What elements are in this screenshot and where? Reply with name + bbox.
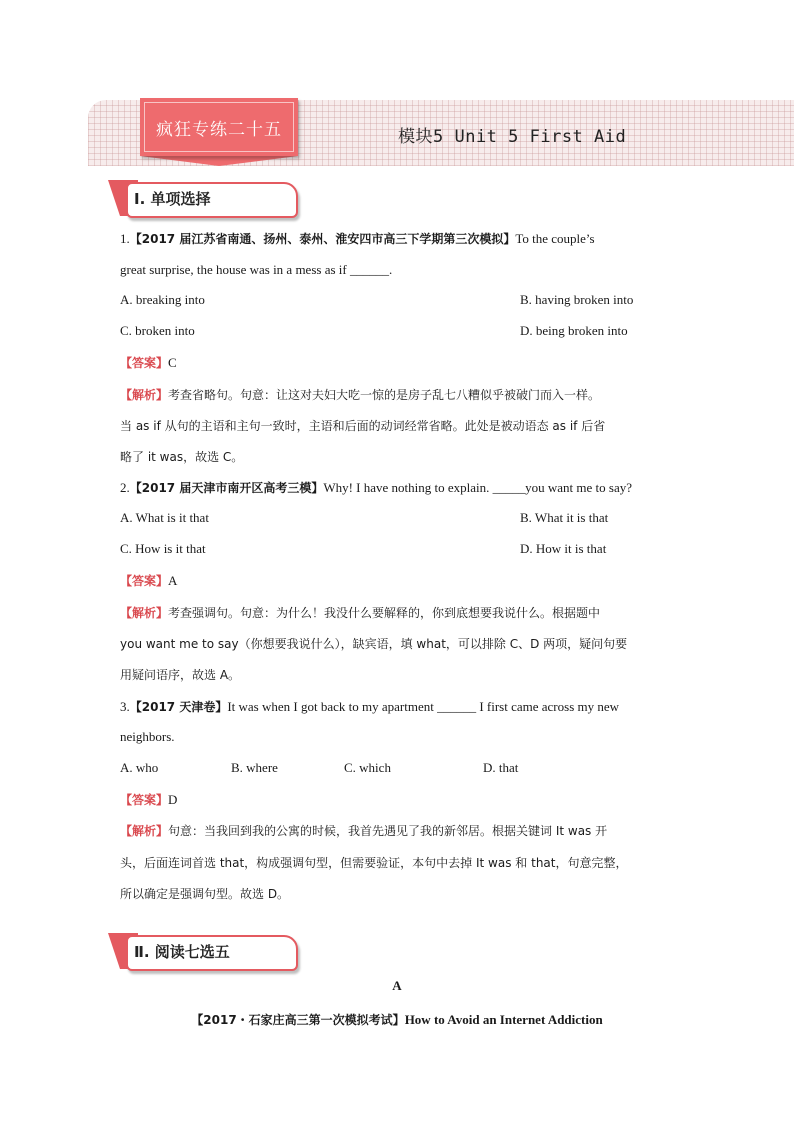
question-1-stem-cont: great surprise, the house was in a mess as if ______.: [120, 262, 393, 277]
question-3-option-a: A. who: [120, 760, 159, 775]
passage-heading: 【2017・石家庄高三第一次模拟考试】How to Avoid an Internet Addiction: [191, 1012, 603, 1027]
header-badge: [140, 98, 298, 156]
question-3-stem-cont: neighbors.: [120, 729, 175, 744]
question-1-analysis-3: 略了 it was，故选 C。: [120, 450, 244, 464]
question-1-stem: 1.【2017 届江苏省南通、扬州、泰州、淮安四市高三下学期第三次模拟】To the couple’s: [120, 231, 595, 246]
section-header-2: [108, 933, 298, 973]
question-3-analysis-2: 头，后面连词首选 that，构成强调句型，但需要验证，本句中去掉 It was 和 that，句意完整，: [120, 856, 628, 870]
question-3-analysis-3: 所以确定是强调句型。故选 D。: [120, 887, 290, 901]
question-1-option-b: B. having broken into: [520, 292, 634, 307]
question-2-option-a: A. What is it that: [120, 510, 209, 525]
question-2-analysis-3: 用疑问语序，故选 A。: [120, 668, 241, 682]
section-label: Ⅱ. 阅读七选五: [134, 943, 230, 961]
section-header-1: [108, 180, 298, 220]
question-1-option-d: D. being broken into: [520, 323, 628, 338]
question-2-option-d: D. How it is that: [520, 541, 607, 556]
header-badge-text: 疯狂专练二十五: [156, 119, 282, 140]
question-2-analysis-2: you want me to say（你想要我说什么），缺宾语，填 what，可以排除 C、D 两项，疑问句要: [120, 637, 628, 651]
question-1-option-a: A. breaking into: [120, 292, 205, 307]
question-3-answer: 【答案】D: [120, 792, 178, 807]
question-3-option-b: B. where: [231, 760, 278, 775]
question-1-analysis-1: 【解析】考查省略句。句意：让这对夫妇大吃一惊的是房子乱七八糟似乎被破门而入一样。: [120, 388, 601, 402]
question-1-analysis-2: 当 as if 从句的主语和主句一致时，主语和后面的动词经常省略。此处是被动语态 as if 后省: [120, 419, 606, 433]
question-2-option-c: C. How is it that: [120, 541, 206, 556]
question-3-option-d: D. that: [483, 760, 519, 775]
header-badge-ribbon: [140, 156, 298, 166]
question-2-option-b: B. What it is that: [520, 510, 609, 525]
question-1-answer: 【答案】C: [120, 355, 177, 370]
question-2-stem: 2.【2017 届天津市南开区高考三模】Why! I have nothing to explain. _____you want me to say?: [120, 480, 633, 495]
question-2-analysis-1: 【解析】考查强调句。句意：为什么！我没什么要解释的，你到底想要我说什么。根据题中: [120, 606, 601, 620]
question-3-analysis-1: 【解析】句意：当我回到我的公寓的时候，我首先遇见了我的新邻居。根据关键词 It was 开: [120, 824, 608, 838]
question-2-answer: 【答案】A: [120, 573, 178, 588]
question-1-option-c: C. broken into: [120, 323, 195, 338]
page-title: 模块5 Unit 5 First Aid: [398, 127, 627, 147]
question-3-option-c: C. which: [344, 760, 391, 775]
passage-letter: A: [392, 978, 402, 993]
question-3-stem: 3.【2017 天津卷】It was when I got back to my apartment ______ I first came across my new: [120, 699, 620, 714]
section-label: Ⅰ. 单项选择: [134, 190, 211, 208]
